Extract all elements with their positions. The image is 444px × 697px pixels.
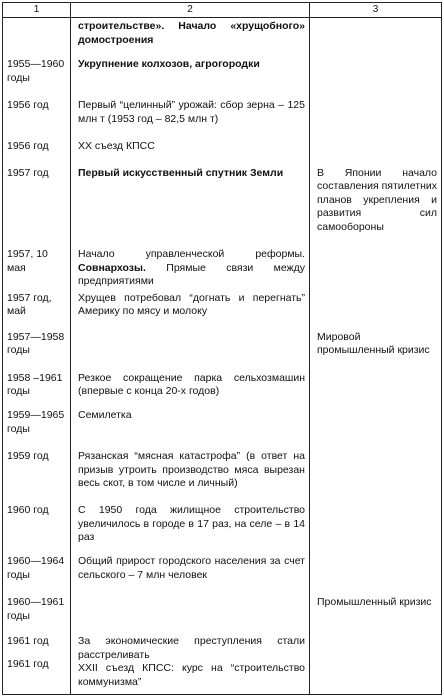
world-event-cell [310, 633, 441, 635]
table-row [3, 165, 442, 247]
date-cell: 1960 год [7, 504, 49, 517]
event-cell: строительстве». Начало «хрущобного» домостроения [78, 20, 305, 46]
event-cell: Семилетка [78, 409, 132, 422]
event-cell: Первый искусственный спутник Земли [78, 166, 284, 179]
column-header-1: 1 [3, 3, 71, 18]
event-cell: Первый “целинный” урожай: сбор зерна – 125 млн т (1953 год – 82,5 млн т) [78, 99, 305, 125]
event-cell: XX съезд КПСС [78, 140, 155, 153]
table-row [3, 18, 442, 57]
date-cell: 1959 год [7, 450, 49, 463]
event-cell: Укрупнение колхозов, агрогородки [78, 58, 260, 71]
date-cell: 1960—1961 годы [7, 596, 65, 622]
event-cell [71, 246, 309, 289]
table-row [3, 594, 442, 633]
column-header-2: 2 [71, 3, 310, 18]
table-row [3, 553, 442, 594]
world-event-cell [310, 290, 441, 292]
world-event-cell [310, 407, 441, 409]
world-event-cell [310, 553, 441, 555]
event-cell [71, 633, 309, 689]
event-cell: С 1950 года жилищное строительство увеличилось в городе в 17 раз, на селе – в 14 раз [78, 504, 305, 544]
date-text: 1961 год [7, 657, 49, 670]
column-header-3: 3 [310, 3, 442, 18]
world-event-cell: Мировой промышленный кризис [317, 330, 430, 357]
event-text: Начало управленческой реформы. [78, 248, 305, 261]
world-event-cell [310, 370, 441, 372]
world-event-cell [310, 138, 441, 140]
event-text: XXII съезд КПСС: курс на “строительство коммунизма” [78, 662, 305, 688]
world-event-cell [310, 246, 441, 248]
date-cell: 1959—1965 годы [7, 409, 65, 435]
table-row [3, 138, 442, 165]
date-cell: 1957—1958 годы [7, 330, 65, 357]
event-tail-text: Прямые связи между предприятиями [78, 261, 306, 288]
table-row [3, 56, 442, 97]
date-cell [3, 633, 70, 671]
event-text: За экономические преступления стали расстреливать [78, 635, 305, 661]
table-row [3, 329, 442, 370]
table-row [3, 290, 442, 329]
table-row [3, 448, 442, 502]
world-event-cell [310, 502, 441, 504]
table-row [3, 246, 442, 289]
table-row [3, 370, 442, 408]
date-cell: 1960—1964 годы [7, 555, 65, 581]
event-cell: Рязанская “мясная катастрофа” (в ответ на призыв утроить производство мяса вырезан весь скот, в том числе и личный) [78, 450, 305, 490]
event-cell [71, 594, 309, 596]
date-cell: 1958 –1961 годы [7, 371, 63, 398]
world-event-cell [310, 56, 441, 58]
date-cell [3, 18, 70, 20]
table-row [3, 633, 442, 694]
event-bold-text: Совнархозы. [78, 261, 146, 274]
table-row [3, 97, 442, 138]
world-event-cell: В Японии начало составления пятилетних планов укрепления и развития сил самообороны [317, 166, 437, 233]
event-cell: Общий прирост городского населения за счет сельского – 7 млн человек [78, 555, 305, 581]
date-cell: 1955—1960 годы [7, 58, 65, 84]
event-cell: Хрущев потребовал “догнать и перегнать” Америку по мясу и молоку [78, 291, 305, 318]
date-cell: 1957, 10 мая [7, 248, 48, 274]
event-cell [71, 329, 309, 331]
event-cell: Резкое сокращение парка сельхозмашин (впервые с конца 20-х годов) [78, 371, 305, 398]
date-cell: 1957 год, май [7, 291, 52, 318]
world-event-cell [310, 448, 441, 450]
world-event-cell [310, 18, 441, 20]
date-cell: 1956 год [7, 140, 49, 153]
table-row [3, 502, 442, 553]
table-row [3, 407, 442, 448]
world-event-cell: Промышленный кризис [317, 596, 432, 609]
date-cell: 1957 год [7, 166, 49, 179]
date-text: 1961 год [7, 635, 49, 648]
chronology-table [2, 2, 442, 695]
header-row [3, 3, 442, 18]
date-cell: 1956 год [7, 99, 49, 112]
world-event-cell [310, 97, 441, 99]
